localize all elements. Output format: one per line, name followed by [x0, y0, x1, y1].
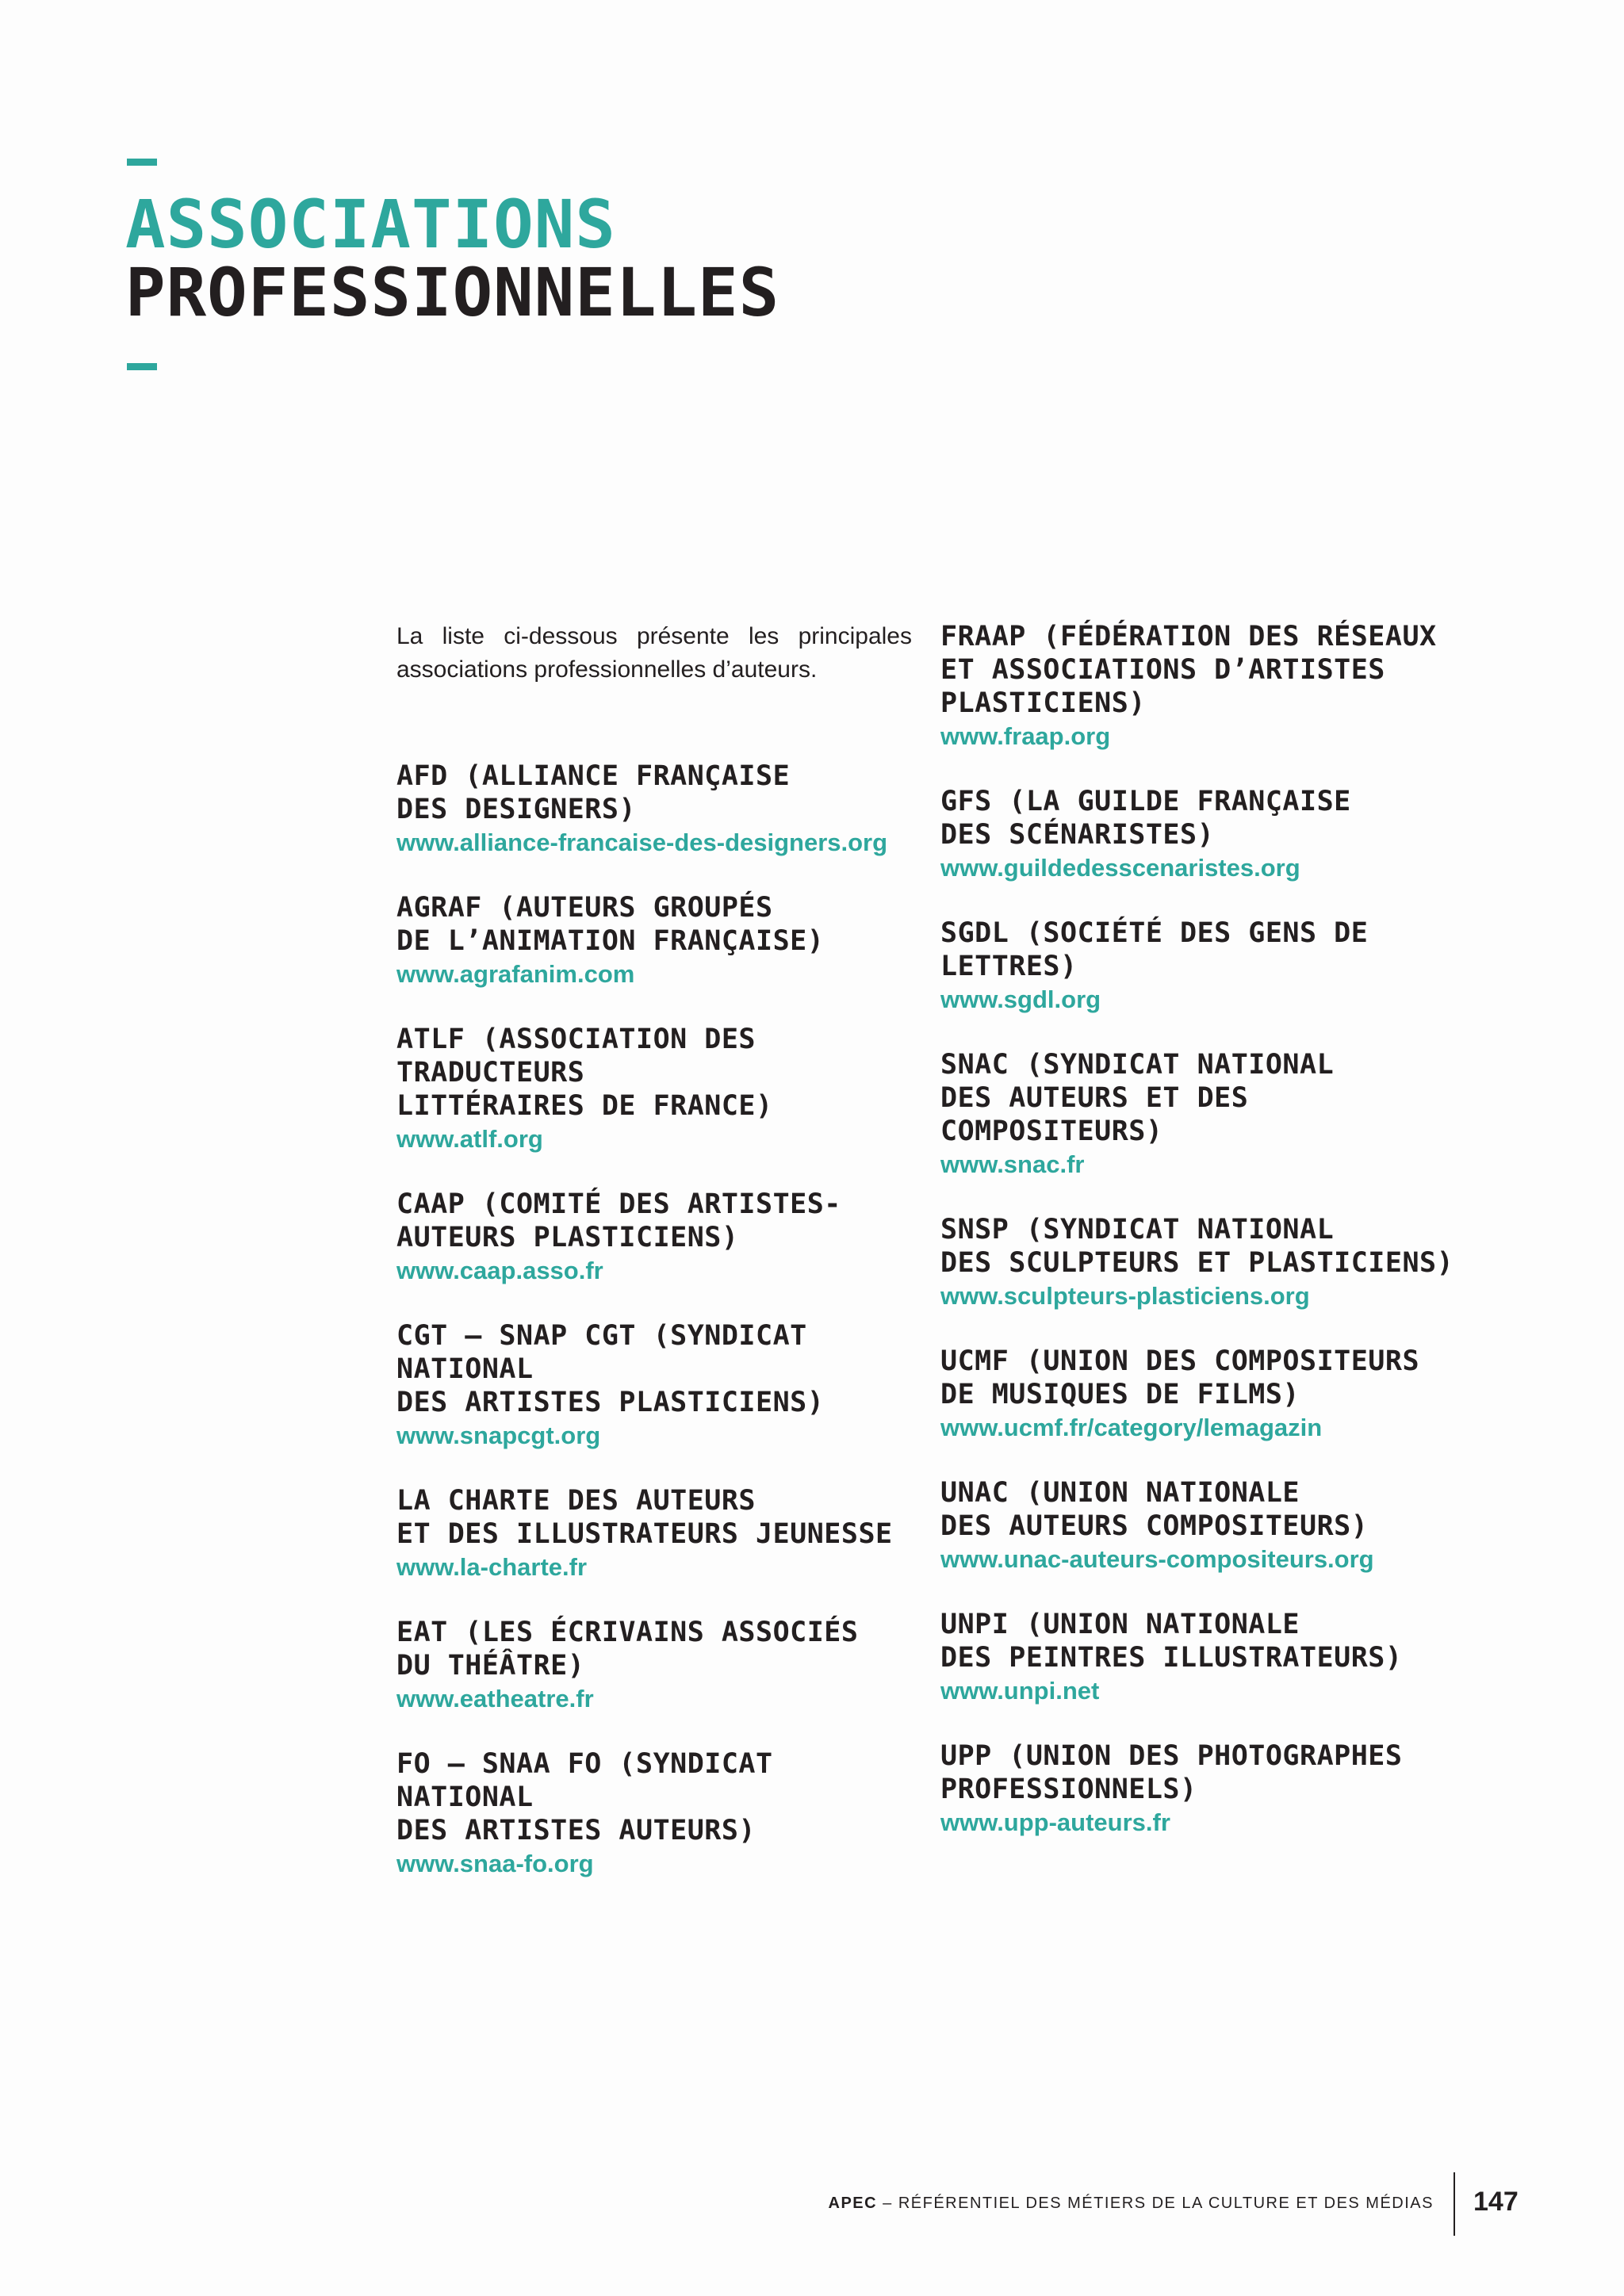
association-link[interactable]: www.unac-auteurs-compositeurs.org [940, 1545, 1374, 1573]
title-dash-top [127, 159, 157, 166]
page-title-line2: PROFESSIONNELLES [125, 254, 780, 331]
association-link[interactable]: www.ucmf.fr/category/lemagazin [940, 1414, 1323, 1441]
association-link[interactable]: www.snac.fr [940, 1150, 1085, 1178]
association-link[interactable]: www.caap.asso.fr [396, 1257, 603, 1284]
association-name: ATLF (ASSOCIATION DES TRADUCTEURS LITTÉRAIRES DE FRANCE) [396, 1024, 773, 1122]
association-name: AFD (ALLIANCE FRANÇAISE DES DESIGNERS) [396, 760, 791, 825]
association-link[interactable]: www.sgdl.org [940, 985, 1101, 1013]
association-link[interactable]: www.atlf.org [396, 1125, 543, 1153]
footer-text [829, 2195, 1434, 2213]
association-entry [396, 1616, 920, 1716]
association-name: SNSP (SYNDICAT NATIONAL DES SCULPTEURS ET PLASTICIENS) [940, 1214, 1454, 1279]
association-name: UPP (UNION DES PHOTOGRAPHES PROFESSIONNELS) [940, 1740, 1403, 1805]
association-name: LA CHARTE DES AUTEURS ET DES ILLUSTRATEURS JEUNESSE [396, 1485, 893, 1550]
right-column [940, 620, 1464, 1871]
association-link[interactable]: www.agrafanim.com [396, 960, 635, 988]
association-link[interactable]: www.sculpteurs-plasticiens.org [940, 1282, 1310, 1310]
page-title [125, 186, 780, 331]
association-name: UNAC (UNION NATIONALE DES AUTEURS COMPOSITEURS) [940, 1477, 1369, 1542]
association-entry [940, 1048, 1464, 1181]
footer-separator: – [877, 2195, 898, 2212]
association-link[interactable]: www.la-charte.fr [396, 1553, 588, 1581]
association-name: FO – SNAA FO (SYNDICAT NATIONAL DES ARTISTES AUTEURS) [396, 1748, 773, 1846]
association-entry [940, 620, 1464, 753]
association-entry [396, 1747, 920, 1881]
association-link[interactable]: www.snaa-fo.org [396, 1850, 594, 1877]
association-entry [396, 1319, 920, 1452]
left-column [396, 620, 920, 1912]
right-entry-list [940, 620, 1464, 1839]
footer-brand: APEC [828, 2195, 878, 2212]
association-link[interactable]: www.guildedesscenaristes.org [940, 854, 1300, 882]
association-entry [396, 1484, 920, 1584]
association-name: CAAP (COMITÉ DES ARTISTES- AUTEURS PLASTICIENS) [396, 1188, 841, 1253]
footer-divider [1454, 2172, 1455, 2236]
association-entry [396, 1188, 920, 1288]
association-entry [940, 1345, 1464, 1445]
intro-paragraph: La liste ci-dessous présente les principales associations professionnelles d’auteurs. [396, 623, 912, 683]
footer-title: RÉFÉRENTIEL DES MÉTIERS DE LA CULTURE ET DES MÉDIAS [898, 2195, 1434, 2212]
page-title-line1: ASSOCIATIONS [125, 186, 616, 263]
association-name: FRAAP (FÉDÉRATION DES RÉSEAUX ET ASSOCIATIONS D’ARTISTES PLASTICIENS) [940, 621, 1437, 719]
association-entry [940, 1476, 1464, 1576]
association-name: CGT – SNAP CGT (SYNDICAT NATIONAL DES ARTISTES PLASTICIENS) [396, 1320, 825, 1418]
association-entry [396, 1023, 920, 1156]
association-entry [396, 760, 920, 859]
association-name: SGDL (SOCIÉTÉ DES GENS DE LETTRES) [940, 917, 1369, 982]
association-link[interactable]: www.upp-auteurs.fr [940, 1808, 1170, 1836]
association-link[interactable]: www.fraap.org [940, 722, 1111, 750]
association-entry [940, 785, 1464, 885]
association-entry [396, 891, 920, 991]
association-link[interactable]: www.unpi.net [940, 1677, 1100, 1705]
association-name: UCMF (UNION DES COMPOSITEURS DE MUSIQUES DE FILMS) [940, 1345, 1420, 1410]
association-name: SNAC (SYNDICAT NATIONAL DES AUTEURS ET DES COMPOSITEURS) [940, 1049, 1335, 1147]
association-name: UNPI (UNION NATIONALE DES PEINTRES ILLUSTRATEURS) [940, 1609, 1403, 1674]
page-number: 147 [1473, 2187, 1519, 2217]
association-entry [940, 1608, 1464, 1708]
association-entry [940, 1213, 1464, 1313]
left-entry-list [396, 760, 920, 1881]
association-link[interactable]: www.eatheatre.fr [396, 1685, 594, 1712]
association-name: AGRAF (AUTEURS GROUPÉS DE L’ANIMATION FRANÇAISE) [396, 892, 825, 957]
association-name: EAT (LES ÉCRIVAINS ASSOCIÉS DU THÉÂTRE) [396, 1617, 859, 1682]
association-link[interactable]: www.alliance-francaise-des-designers.org [396, 828, 888, 856]
title-dash-bottom [127, 363, 157, 370]
association-entry [940, 1739, 1464, 1839]
association-link[interactable]: www.snapcgt.org [396, 1422, 601, 1449]
association-name: GFS (LA GUILDE FRANÇAISE DES SCÉNARISTES) [940, 786, 1351, 851]
association-entry [940, 916, 1464, 1016]
